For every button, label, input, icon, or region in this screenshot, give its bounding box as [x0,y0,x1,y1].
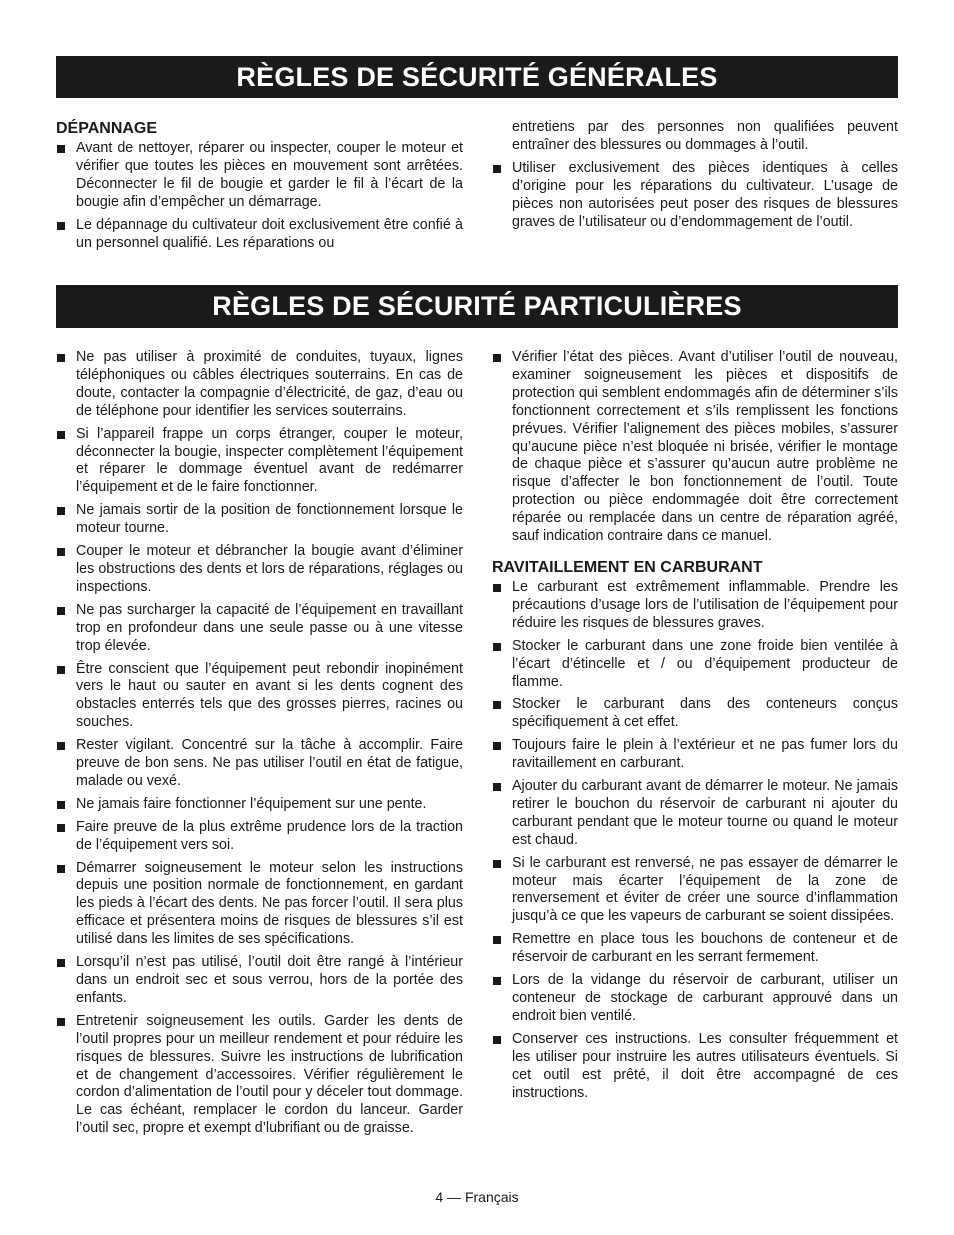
list-item: Entretenir soigneusement les outils. Garder les dents de l’outil propres pour un meilleur rendement et pour réduire les risques de blessures. Suivre les instructions de lubrification et de changement d’accessoires. Vérifier régulièrement le cordon d’alimentation de l’outil pour y déceler tout dommage. Le cas échéant, remplacer le cordon du lanceur. Garder l’outil sec, propre et exempt d’lubrifiant ou de graisse. [56,1013,463,1138]
bullet-square-icon [57,548,65,556]
particular-right-column [492,349,898,1107]
depannage-heading: DÉPANNAGE [56,120,158,137]
fuel-heading: RAVITAILLEMENT EN CARBURANT [492,558,763,576]
depannage-right-column [492,119,898,236]
list-item: Le carburant est extrêmement inflammable. Prendre les précautions d’usage lors de l’utilisation de l’équipement pour réduire les risques de blessures graves. [492,579,898,633]
list-item: Ajouter du carburant avant de démarrer le moteur. Ne jamais retirer le bouchon du réservoir de carburant ni ajouter du carburant pendant que le moteur tourne ou quand le moteur est chaud. [492,778,898,850]
depannage-list-right [492,160,898,232]
list-item: Rester vigilant. Concentré sur la tâche à accomplir. Faire preuve de bon sens. Ne pas utiliser l’outil en état de fatigue, malade ou vexé. [56,737,463,791]
bullet-square-icon [493,860,501,868]
list-item: Si le carburant est renversé, ne pas essayer de démarrer le moteur mais écarter l’équipement de la zone de renversement et éviter de créer une source d’inflammation jusqu’à ce que les vapeurs de carburant se soient dissipées. [492,855,898,927]
bullet-square-icon [493,936,501,944]
list-item: Stocker le carburant dans une zone froide bien ventilée à l’écart d’étincelle et / ou d’équipement producteur de flamme. [492,638,898,692]
bullet-square-icon [493,165,501,173]
bullet-square-icon [493,1036,501,1044]
fuel-list [492,579,898,1102]
list-item: Être conscient que l’équipement peut rebondir inopinément vers le haut ou sauter en avant si les dents cognent des obstacles enterrés tels que des grosses pierres, racines ou souches. [56,661,463,733]
list-item: Toujours faire le plein à l’extérieur et ne pas fumer lors du ravitaillement en carburant. [492,737,898,773]
bullet-square-icon [493,783,501,791]
list-item: Ne jamais sortir de la position de fonctionnement lorsque le moteur tourne. [56,502,463,538]
list-item: Conserver ces instructions. Les consulter fréquemment et les utiliser pour instruire les autres utilisateurs éventuels. Si cet outil est prêté, il doit être accompagné de ces instructions. [492,1031,898,1103]
list-item: Lors de la vidange du réservoir de carburant, utiliser un conteneur de stockage de carburant approuvé dans un endroit bien ventilé. [492,972,898,1026]
list-item: Faire preuve de la plus extrême prudence lors de la traction de l’équipement vers soi. [56,819,463,855]
list-item: Ne pas utiliser à proximité de conduites, tuyaux, lignes téléphoniques ou câbles électriques souterrains. En cas de doute, contacter la compagnie d’électricité, de gaz, d’eau ou de téléphone pour identifier les services souterrains. [56,349,463,421]
list-item: Si l’appareil frappe un corps étranger, couper le moteur, déconnecter la bougie, inspecter complètement l’équipement et réparer le dommage éventuel avant de redémarrer l’équipement et de le faire fonctionner. [56,426,463,498]
list-item: Remettre en place tous les bouchons de conteneur et de réservoir de carburant en les serrant fermement. [492,931,898,967]
list-item: Couper le moteur et débrancher la bougie avant d’éliminer les obstructions des dents et lors de réparations, réglages ou inspections. [56,543,463,597]
bullet-square-icon [57,431,65,439]
list-item: Vérifier l’état des pièces. Avant d’utiliser l’outil de nouveau, examiner soigneusement les pièces et dispositifs de protection qui semblent endommagés afin de déterminer s’ils fonctionnent correctement et s’ils remplissent les fonctions prévues. Vérifier l’alignement des pièces mobiles, s’assurer qu’aucune pièce n’est bloquée ni brisée, vérifier le montage de chaque pièce et s’assurer qu’aucun autre problème ne risque d’affecter le bon fonctionnement de l’outil. Toute protection ou pièce endommagée doit être correctement réparée ou remplacée dans un centre de réparation agréé, sauf indication contraire dans ce manuel. [492,349,898,546]
list-item-continuation: entretiens par des personnes non qualifiées peuvent entraîner des blessures ou dommages à l’outil. [512,119,898,153]
bullet-square-icon [57,1018,65,1026]
bullet-square-icon [493,977,501,985]
bullet-square-icon [57,801,65,809]
bullet-square-icon [57,666,65,674]
bullet-square-icon [493,643,501,651]
list-item: Ne pas surcharger la capacité de l’équipement en travaillant trop en profondeur dans une seule passe ou à une vitesse trop élevée. [56,602,463,656]
list-item: Stocker le carburant dans des conteneurs conçus spécifiquement à cet effet. [492,696,898,732]
bullet-square-icon [57,959,65,967]
bullet-square-icon [493,584,501,592]
bullet-square-icon [493,701,501,709]
bullet-square-icon [57,222,65,230]
list-item: Avant de nettoyer, réparer ou inspecter, couper le moteur et vérifier que toutes les pièces en mouvement sont arrêtées. Déconnecter le fil de bougie et garder le fil à l’écart de la bougie afin d’empêcher un démarrage. [56,140,463,212]
list-item: Démarrer soigneusement le moteur selon les instructions depuis une position normale de fonctionnement, en gardant les pieds à l’écart des dents. Ne pas forcer l’outil. Il sera plus efficace et présentera moins de risques de blessures s’il est utilisé dans les limites de ses spécifications. [56,860,463,950]
bullet-square-icon [57,507,65,515]
bullet-square-icon [57,145,65,153]
list-item: Utiliser exclusivement des pièces identiques à celles d’origine pour les réparations du cultivateur. L’usage de pièces non autorisées peut poser des risques de blessures graves de l’utilisateur ou d’endommagement de l’outil. [492,160,898,232]
bullet-square-icon [57,742,65,750]
particular-right-list [492,349,898,546]
bullet-square-icon [57,354,65,362]
particular-left-column [56,349,463,1143]
banner-general-safety-rules: RÈGLES DE SÉCURITÉ GÉNÉRALES [56,56,898,98]
bullet-square-icon [57,824,65,832]
depannage-list [56,140,463,252]
bullet-square-icon [57,607,65,615]
bullet-square-icon [57,865,65,873]
bullet-square-icon [493,742,501,750]
list-item: Le dépannage du cultivateur doit exclusivement être confié à un personnel qualifié. Les réparations ou [56,217,463,253]
list-item: Lorsqu’il n’est pas utilisé, l’outil doit être rangé à l’intérieur dans un endroit sec et sous verrou, hors de la portée des enfants. [56,954,463,1008]
particular-left-list [56,349,463,1138]
bullet-square-icon [493,354,501,362]
banner-particular-safety-rules: RÈGLES DE SÉCURITÉ PARTICULIÈRES [56,285,898,328]
depannage-left-column [56,119,463,257]
page-footer: 4 — Français [435,1189,519,1205]
list-item: Ne jamais faire fonctionner l’équipement sur une pente. [56,796,463,814]
